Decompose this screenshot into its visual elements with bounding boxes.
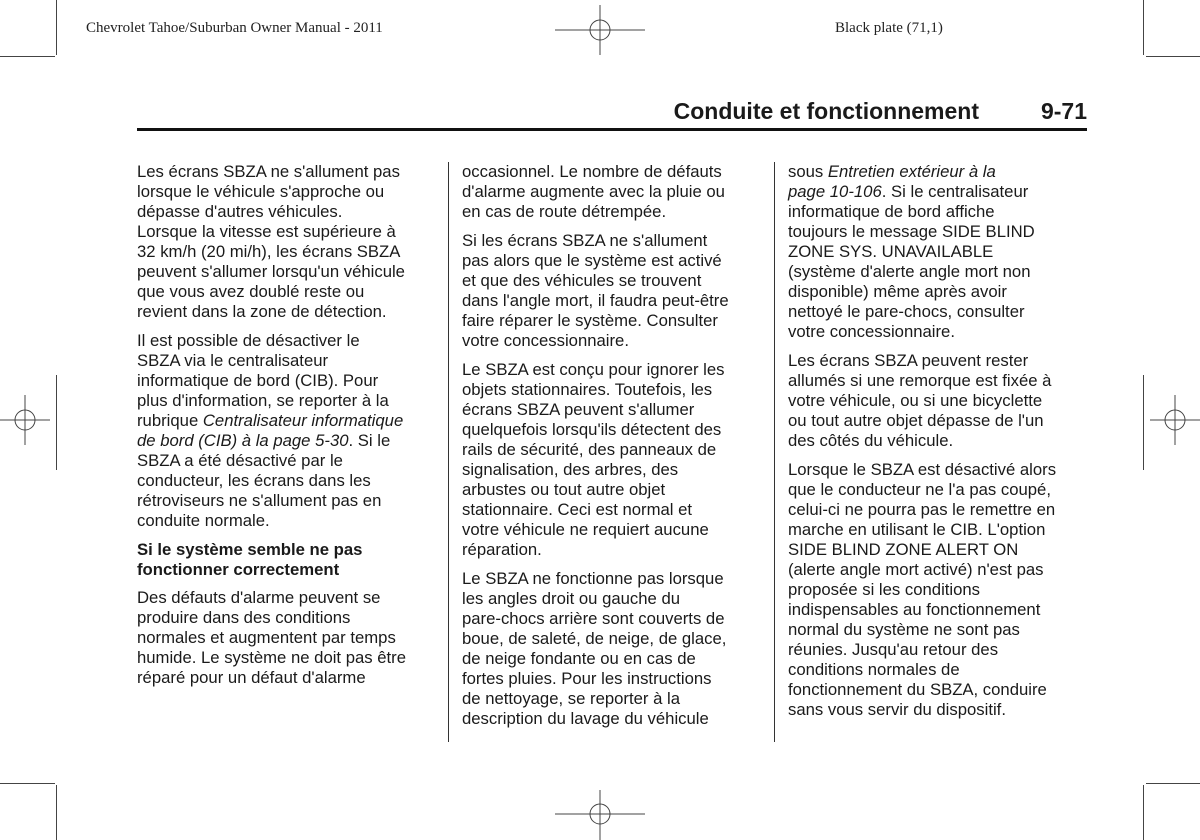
crop-mark-top-right-h [1146, 56, 1200, 57]
paragraph: Il est possible de désactiver le SBZA via le centralisateur informatique de bord (CIB). Pour plus d'information, se reporter à la rubrique Centralisateur informatique de bord (CIB) à la page 5-30. Si le SBZA a été désactivé par le conducteur, les écrans dans les rétroviseurs ne s'allument pas en conduite normale. [137, 331, 404, 530]
text-column-3 [788, 162, 1088, 729]
cross-reference-link[interactable]: page 10-106 [788, 182, 882, 201]
section-title: Conduite et fonctionnement [673, 98, 979, 124]
paragraph: Si les écrans SBZA ne s'allument pas alors que le système est activé et que des véhicules se trouvent dans l'angle mort, il faudra peut-être faire réparer le système. Consulter votre concessionnaire. [462, 231, 729, 350]
crop-mark-bottom-right-v [1143, 785, 1144, 840]
text-column-1 [137, 162, 437, 697]
crop-mark-bottom-left-v [56, 785, 57, 840]
page-header [137, 98, 1087, 128]
header-rule [137, 128, 1087, 131]
crop-mark-top-right-v [1143, 0, 1144, 55]
paragraph: Les écrans SBZA ne s'allument pas lorsque le véhicule s'approche ou dépasse d'autres véhicules. Lorsque la vitesse est supérieure à 32 km/h (20 mi/h), les écrans SBZA peuvent s'allumer lorsqu'un véhicule que vous avez doublé reste ou revient dans la zone de détection. [137, 162, 405, 321]
cross-reference-link[interactable]: de bord (CIB) à la page 5-30 [137, 431, 349, 450]
plate-label: Black plate (71,1) [835, 20, 943, 36]
paragraph: Le SBZA est conçu pour ignorer les objets stationnaires. Toutefois, les écrans SBZA peuvent s'allumer quelquefois lorsqu'ils détectent des rails de sécurité, des panneaux de signalisation, des arbres, des arbustes ou tout autre objet stationnaire. Ceci est normal et votre véhicule ne requiert aucune réparation. [462, 360, 725, 559]
registration-mark-top [555, 5, 645, 55]
crop-mark-bottom-right-h [1146, 783, 1200, 784]
column-divider [448, 162, 449, 742]
crop-mark-top-left-h [0, 56, 55, 57]
registration-mark-bottom [555, 790, 645, 840]
registration-mark-left [0, 395, 50, 445]
crop-mark-top-left-v [56, 0, 57, 55]
manual-title: Chevrolet Tahoe/Suburban Owner Manual - 2011 [86, 20, 383, 36]
page-number: 9-71 [1040, 98, 1087, 124]
paragraph: sous Entretien extérieur à la page 10-106. Si le centralisateur informatique de bord affiche toujours le message SIDE BLIND ZONE SYS. UNAVAILABLE (système d'alerte angle mort non disponible) même après avoir nettoyé le pare-chocs, consulter votre concessionnaire. [788, 162, 1035, 341]
cross-reference-link[interactable]: Entretien extérieur à la [827, 162, 996, 181]
crop-mark-left-mid-v [56, 375, 57, 470]
subheading: Si le système semble ne pas fonctionner correctement [137, 540, 363, 579]
crop-mark-bottom-left-h [0, 783, 55, 784]
paragraph: Lorsque le SBZA est désactivé alors que le conducteur ne l'a pas coupé, celui-ci ne pourra pas le remettre en marche en utilisant le CIB. L'option SIDE BLIND ZONE ALERT ON (alerte angle mort activé) n'est pas proposée si les conditions indispensables au fonctionnement normal du système ne sont pas réunies. Jusqu'au retour des conditions normales de fonctionnement du SBZA, conduire sans vous servir du dispositif. [788, 460, 1057, 719]
paragraph: occasionnel. Le nombre de défauts d'alarme augmente avec la pluie ou en cas de route détrempée. [462, 162, 725, 221]
paragraph: Le SBZA ne fonctionne pas lorsque les angles droit ou gauche du pare-chocs arrière sont couverts de boue, de saleté, de neige, de glace, de neige fondante ou en cas de fortes pluies. Pour les instructions de nettoyage, se reporter à la description du lavage du véhicule [462, 569, 727, 728]
paragraph: Des défauts d'alarme peuvent se produire dans des conditions normales et augmentent par temps humide. Le système ne doit pas être réparé pour un défaut d'alarme [137, 588, 407, 687]
text-column-2 [462, 162, 762, 738]
crop-mark-right-mid-v [1143, 375, 1144, 470]
column-divider [774, 162, 775, 742]
cross-reference-link[interactable]: Centralisateur informatique [202, 411, 404, 430]
paragraph: Les écrans SBZA peuvent rester allumés si une remorque est fixée à votre véhicule, ou si une bicyclette ou tout autre objet dépasse de l'un des côtés du véhicule. [788, 351, 1052, 450]
registration-mark-right [1150, 395, 1200, 445]
